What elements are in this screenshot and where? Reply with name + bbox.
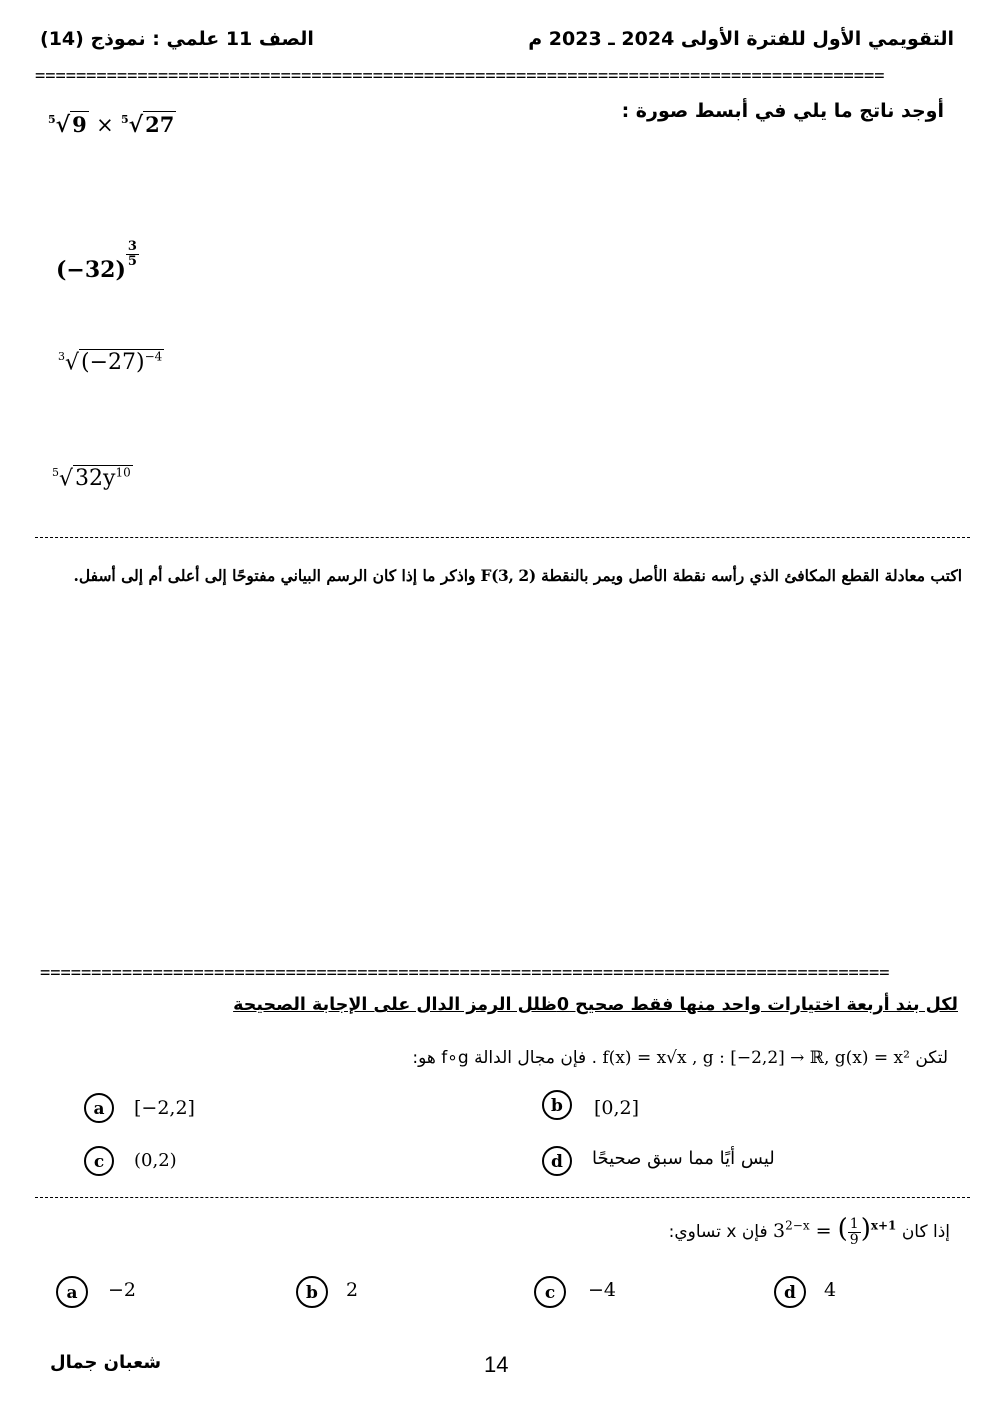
expr3-exponent: −4	[144, 350, 163, 364]
page-number: 14	[484, 1352, 509, 1377]
expr2-base: (−32)	[56, 256, 126, 283]
expr1-product-of-roots: $^5$√9 × $^5$√27	[48, 112, 175, 138]
section2-question: اكتب معادلة القطع المكافئ الذي رأسه نقطة الأصل ويمر بالنقطة F(3, 2) واذكر ما إذا كان الرسم البياني مفتوحًا إلى أعلى أم إلى أسفل.	[73, 566, 962, 585]
expr1-radicand-a: 9	[72, 112, 87, 137]
q1-text-end: . فإن مجال الدالة f∘g هو:	[412, 1048, 597, 1068]
q2-rhs-exp: x+1	[870, 1218, 897, 1233]
q1-option-c-bubble[interactable]: c	[84, 1146, 114, 1176]
dashed-separator-2	[35, 1197, 970, 1198]
section3-heading: لكل بند أربعة اختيارات واحد منها فقط صحيح 0ظلل الرمز الدال على الإجابة الصحيحة	[233, 995, 958, 1015]
expr4-index: 5	[52, 466, 59, 480]
q1-text-start: لتكن	[915, 1048, 948, 1068]
q2-frac-num: 1	[849, 1215, 859, 1232]
q2-equals: =	[815, 1220, 832, 1242]
q2-text-start: إذا كان	[901, 1222, 950, 1242]
equals-separator-bottom: ===================================================================================	[40, 965, 890, 981]
q1-option-a-value: [−2,2]	[134, 1097, 195, 1119]
expr4-radicand: 32y	[75, 466, 116, 492]
equals-separator-top: ===================================================================================	[35, 68, 885, 84]
q2-lhs-base: 3	[773, 1220, 786, 1242]
expr3-index: 3	[58, 350, 65, 364]
section1-instruction: أوجد ناتج ما يلي في أبسط صورة :	[621, 100, 944, 122]
q2-option-b-bubble[interactable]: b	[296, 1276, 328, 1308]
header-left-title: الصف 11 علمي : نموذج (14)	[40, 28, 314, 50]
expr2-exp-num: 3	[127, 239, 137, 254]
q2-lhs-exp: 2−x	[785, 1218, 810, 1233]
q2-text-end: فإن x تساوي:	[668, 1222, 768, 1242]
q1-option-a-bubble[interactable]: a	[84, 1093, 114, 1123]
header-right-title: التقويمي الأول للفترة الأولى 2024 ـ 2023 م	[528, 28, 954, 50]
q2-option-c-bubble[interactable]: c	[534, 1276, 566, 1308]
q1-statement	[412, 1048, 948, 1068]
q2-statement: إذا كان $3^{2-x}$ = ( $\frac{1}{9}$ )$^{x+1}$ فإن x تساوي:	[668, 1214, 950, 1248]
footer-author: شعبان جمال	[50, 1352, 162, 1373]
expr1-operator: ×	[96, 113, 114, 137]
q1-option-b-value: [0,2]	[594, 1097, 640, 1119]
q2-option-c-value: −4	[588, 1279, 617, 1301]
q2-option-d-bubble[interactable]: d	[774, 1276, 806, 1308]
expr3-radicand: (−27)	[81, 350, 145, 376]
q1-math: f(x) = x√x , g : [−2,2] → ℝ, g(x) = x²	[602, 1048, 910, 1068]
dashed-separator-1	[35, 537, 970, 538]
q1-option-c-value: (0,2)	[134, 1150, 177, 1171]
expr1-index-b: 5	[120, 113, 129, 126]
expr1-radicand-b: 27	[145, 112, 175, 137]
q2-frac-den: 9	[849, 1231, 859, 1248]
q2-option-a-bubble[interactable]: a	[56, 1276, 88, 1308]
expr3-cube-root: $^3√(-27)^{-4}$	[58, 350, 163, 376]
expr2-exp-den: 5	[127, 254, 137, 269]
expr2-rational-power	[56, 239, 139, 283]
q1-option-b-bubble[interactable]: b	[542, 1090, 572, 1120]
q1-option-d-value: ليس أيًا مما سبق صحيحًا	[592, 1148, 775, 1169]
q2-option-d-value: 4	[824, 1279, 837, 1301]
q2-option-a-value: −2	[108, 1279, 137, 1301]
q2-option-b-value: 2	[346, 1279, 359, 1301]
expr4-exponent: 10	[115, 466, 131, 480]
expr4-fifth-root: $^5√32y^{10}$	[52, 466, 131, 492]
q1-option-d-bubble[interactable]: d	[542, 1146, 572, 1176]
expr1-index-a: 5	[48, 113, 56, 126]
